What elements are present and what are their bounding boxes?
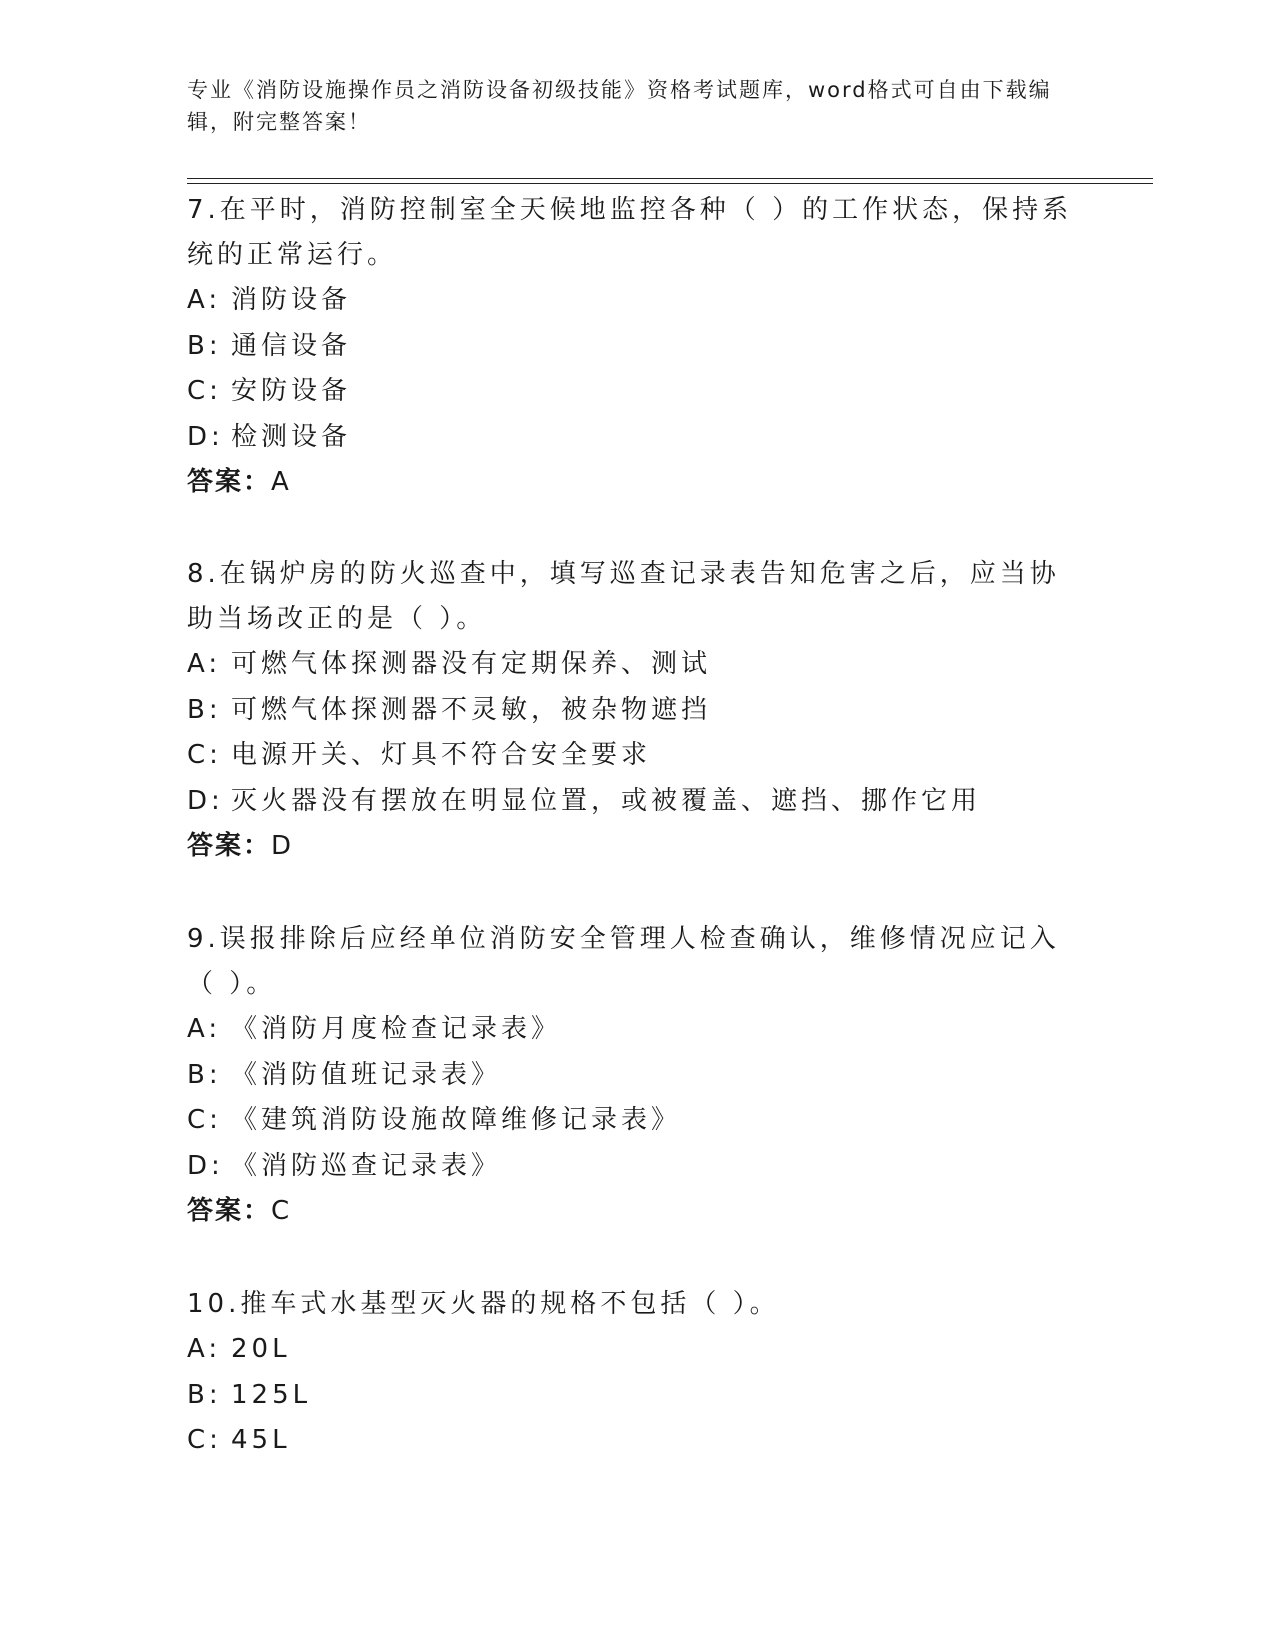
option-key: A: <box>187 1014 222 1044</box>
option-key: B: <box>187 694 222 725</box>
question-10 <box>187 1282 1077 1464</box>
option-key: B: <box>187 1379 222 1410</box>
option-key: A: <box>187 1334 222 1364</box>
option-a <box>187 642 1077 688</box>
answer-value: D <box>271 831 294 861</box>
answer-line <box>187 1189 1077 1234</box>
option-text: 可燃气体探测器没有定期保养、测试 <box>231 649 712 679</box>
option-text: 《消防值班记录表》 <box>231 1059 502 1090</box>
question-8 <box>187 552 1077 869</box>
option-d <box>187 415 1077 461</box>
option-text: 安防设备 <box>231 376 352 406</box>
option-text: 电源开关、灯具不符合安全要求 <box>231 740 652 770</box>
option-c <box>187 1098 1077 1144</box>
option-b <box>187 688 1077 734</box>
question-stem: 7.在平时，消防控制室全天候地监控各种（ ）的工作状态，保持系统的正常运行。 <box>187 195 1073 270</box>
option-text: 45L <box>231 1425 291 1455</box>
option-key: C: <box>187 376 222 406</box>
option-key: C: <box>187 1425 222 1455</box>
option-text: 灭火器没有摆放在明显位置，或被覆盖、遮挡、挪作它用 <box>231 785 982 816</box>
answer-line <box>187 824 1077 869</box>
document-header <box>187 74 1077 138</box>
question-9 <box>187 917 1077 1234</box>
option-text: 可燃气体探测器不灵敏，被杂物遮挡 <box>231 694 712 725</box>
option-text: 消防设备 <box>231 285 352 315</box>
answer-label: 答案： <box>187 1196 272 1226</box>
option-key: B: <box>187 330 222 361</box>
question-stem: 10.推车式水基型灭火器的规格不包括（ ）。 <box>187 1289 780 1319</box>
question-7 <box>187 188 1077 505</box>
option-text: 《建筑消防设施故障维修记录表》 <box>231 1105 682 1135</box>
option-key: A: <box>187 285 222 315</box>
option-b <box>187 324 1077 370</box>
option-key: C: <box>187 740 222 770</box>
option-key: A: <box>187 649 222 679</box>
option-text: 20L <box>231 1334 291 1364</box>
option-text: 检测设备 <box>231 421 352 452</box>
option-d <box>187 779 1077 825</box>
option-a <box>187 278 1077 324</box>
answer-value: A <box>271 467 291 497</box>
option-c <box>187 369 1077 415</box>
option-key: D: <box>187 1150 224 1181</box>
option-c <box>187 1418 1077 1464</box>
option-c <box>187 733 1077 779</box>
header-text: 专业《消防设施操作员之消防设备初级技能》资格考试题库，word格式可自由下载编辑，附完整答案！ <box>187 78 1052 134</box>
option-b <box>187 1373 1077 1419</box>
header-rule-top <box>187 178 1153 179</box>
header-rule-bottom <box>187 183 1153 184</box>
question-stem: 8.在锅炉房的防火巡查中，填写巡查记录表告知危害之后，应当协助当场改正的是（ ）。 <box>187 559 1060 634</box>
option-text: 通信设备 <box>231 330 352 361</box>
answer-line <box>187 460 1077 505</box>
option-b <box>187 1053 1077 1099</box>
option-d <box>187 1144 1077 1190</box>
option-text: 《消防月度检查记录表》 <box>231 1014 562 1044</box>
option-a <box>187 1327 1077 1373</box>
option-text: 125L <box>231 1379 312 1410</box>
answer-label: 答案： <box>187 467 272 497</box>
option-key: D: <box>187 421 224 452</box>
option-key: B: <box>187 1059 222 1090</box>
question-stem: 9.误报排除后应经单位消防安全管理人检查确认，维修情况应记入（ ）。 <box>187 924 1060 999</box>
option-key: C: <box>187 1105 222 1135</box>
option-key: D: <box>187 785 224 816</box>
answer-label: 答案： <box>187 831 272 861</box>
option-a <box>187 1007 1077 1053</box>
option-text: 《消防巡查记录表》 <box>231 1150 502 1181</box>
answer-value: C <box>271 1196 292 1226</box>
